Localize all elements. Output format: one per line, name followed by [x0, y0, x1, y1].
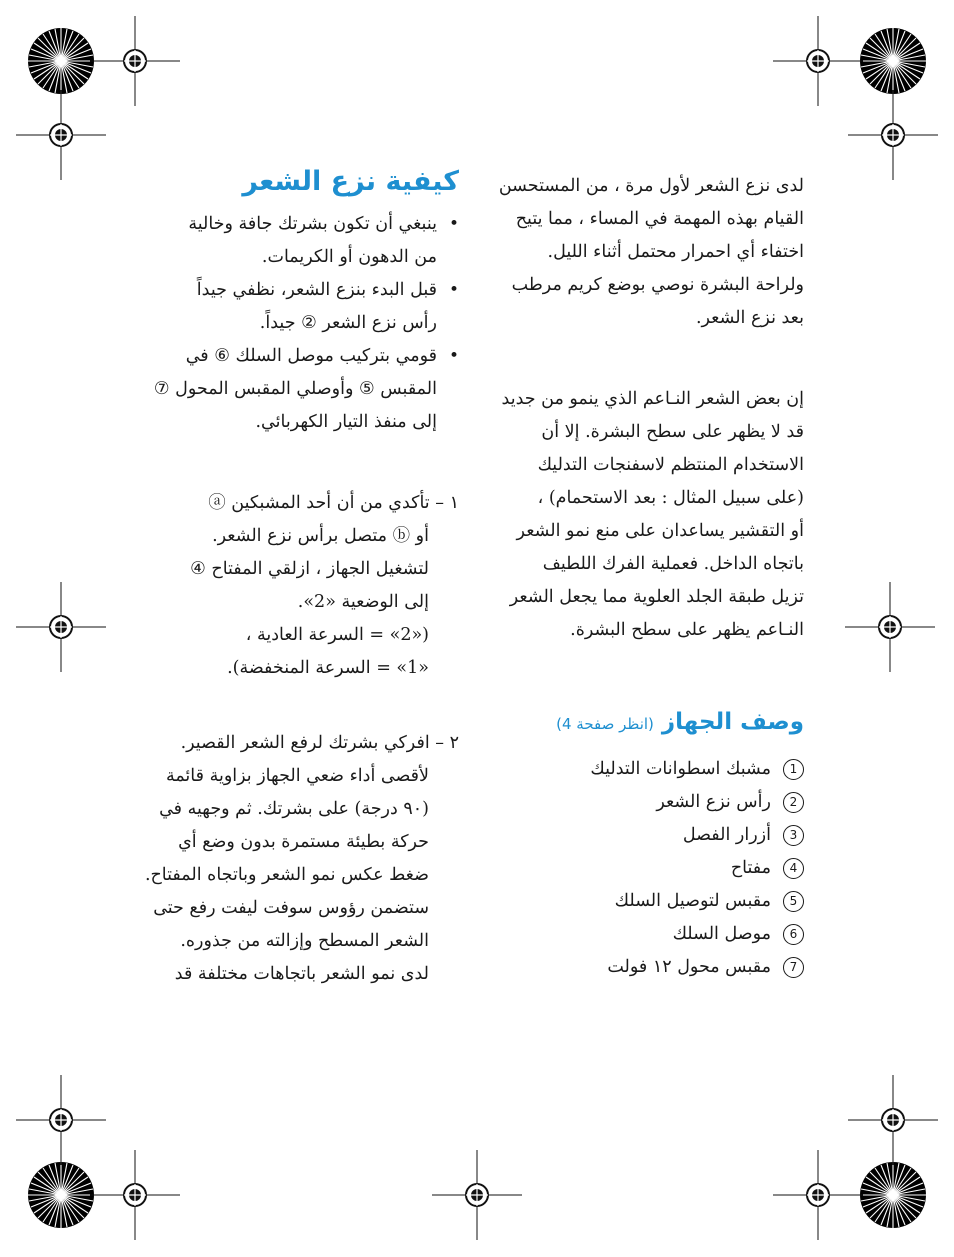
right-column: [474, 170, 804, 984]
part-label: مفتاح: [730, 858, 771, 878]
step-2: [129, 727, 459, 991]
text-line: النـاعم يظهر على سطح البشرة.: [570, 620, 804, 640]
list-item: [129, 208, 459, 274]
text-line: المقبس ⑤ وأوصلي المقبس المحول ⑦: [153, 379, 437, 399]
step-number: ١ –: [435, 493, 459, 513]
text-line: ولراحة البشرة نوصي بوضع كريم مرطب: [511, 275, 804, 295]
text-line: باتجاه الداخل. فعملية الفرك اللطيف: [542, 554, 804, 574]
number-badge: 3: [783, 825, 804, 846]
text-line: اختفاء أي احمرار محتمل أثناء الليل.: [547, 242, 804, 262]
part-label: مشبك اسطوانات التدليك: [590, 759, 771, 779]
part-label: موصل السلك: [672, 924, 771, 944]
text-line: الاستخدام المنتظم لاسفنجات التدليك: [537, 455, 804, 475]
text-line: القيام بهذه المهمة في المساء ، مما يتيح: [515, 209, 804, 229]
description-title: وصف الجهاز: [661, 709, 804, 735]
left-column: [129, 162, 459, 991]
text-line: إلى الوضعية «2».: [297, 592, 429, 612]
list-item: [474, 819, 804, 852]
part-label: أزرار الفصل: [682, 825, 771, 845]
text-line: قد لا يظهر على سطح البشرة. إلا أن: [541, 422, 804, 442]
text-line: من الدهون أو الكريمات.: [261, 247, 437, 267]
text-line: لأقصى أداء ضعي الجهاز بزاوية قائمة: [165, 766, 429, 786]
list-item: [129, 274, 459, 340]
number-badge: 4: [783, 858, 804, 879]
text-line: تأكدي من أن أحد المشبكين ⓐ: [208, 493, 430, 513]
text-line: • قومي بتركيب موصل السلك ⑥ في: [185, 346, 437, 366]
list-item: [474, 852, 804, 885]
intro-paragraph: [474, 170, 804, 335]
step-1: [129, 487, 459, 685]
bullet-list: [129, 208, 459, 439]
number-badge: 1: [783, 759, 804, 780]
parts-list: [474, 753, 804, 984]
text-line: رأس نزع الشعر ② جيداً.: [259, 313, 437, 333]
number-badge: 6: [783, 924, 804, 945]
text-line: تزيل طبقة الجلد العلوية مما يجعل الشعر: [509, 587, 804, 607]
text-line: («2» = السرعة العادية ،: [245, 625, 429, 645]
text-line: لدى نزع الشعر لأول مرة ، من المستحسن: [498, 176, 804, 196]
text-line: إلى منفذ التيار الكهربائي.: [255, 412, 437, 432]
text-line: حركة بطيئة مستمرة بدون وضع أي: [178, 832, 429, 852]
description-subtitle: (انظر صفحة 4): [556, 715, 654, 733]
text-line: لدى نمو الشعر باتجاهات مختلفة قد: [174, 964, 429, 984]
list-item: [474, 918, 804, 951]
text-line: لتشغيل الجهاز ، ازلقي المفتاح ④: [190, 559, 429, 579]
page-title: كيفية نزع الشعر: [242, 166, 459, 197]
number-badge: 2: [783, 792, 804, 813]
part-label: رأس نزع الشعر: [656, 792, 771, 812]
text-line: بعد نزع الشعر.: [695, 308, 804, 328]
part-label: مقبس لتوصيل السلك: [614, 891, 771, 911]
text-line: • قبل البدء بنزع الشعر، نظفي جيداً: [196, 280, 437, 300]
text-line: إن بعض الشعر النـاعم الذي ينمو من جديد: [501, 389, 804, 409]
step-number: ٢ –: [435, 733, 459, 753]
number-badge: 7: [783, 957, 804, 978]
text-line: (٩٠ درجة) على بشرتك. ثم وجهيه في: [159, 799, 429, 819]
text-line: • ينبغي أن تكون بشرتك جافة وخالية: [188, 214, 437, 234]
text-line: «1» = السرعة المنخفضة).: [227, 658, 429, 678]
text-line: أو ⓑ متصل برأس نزع الشعر.: [212, 526, 429, 546]
list-item: [474, 786, 804, 819]
list-item: [474, 753, 804, 786]
list-item: [129, 340, 459, 439]
list-item: [474, 885, 804, 918]
number-badge: 5: [783, 891, 804, 912]
text-line: ضغط عكس نمو الشعر وباتجاه المفتاح.: [144, 865, 429, 885]
text-line: أو التقشير يساعدان على منع نمو الشعر: [516, 521, 804, 541]
part-label: مقبس محول ١٢ فولت: [607, 957, 771, 977]
text-line: افركي بشرتك لرفع الشعر القصير.: [180, 733, 430, 753]
text-line: ستضمن رؤوس سوفت ليفت رفع حتى: [153, 898, 429, 918]
description-heading: [474, 705, 804, 741]
text-line: الشعر المسطح وإزالته من جذوره.: [180, 931, 429, 951]
ingrown-hair-paragraph: [474, 383, 804, 647]
text-line: (على سبيل المثال : بعد الاستحمام) ،: [537, 488, 804, 508]
list-item: [474, 951, 804, 984]
registration-star-top-left: [28, 28, 94, 94]
